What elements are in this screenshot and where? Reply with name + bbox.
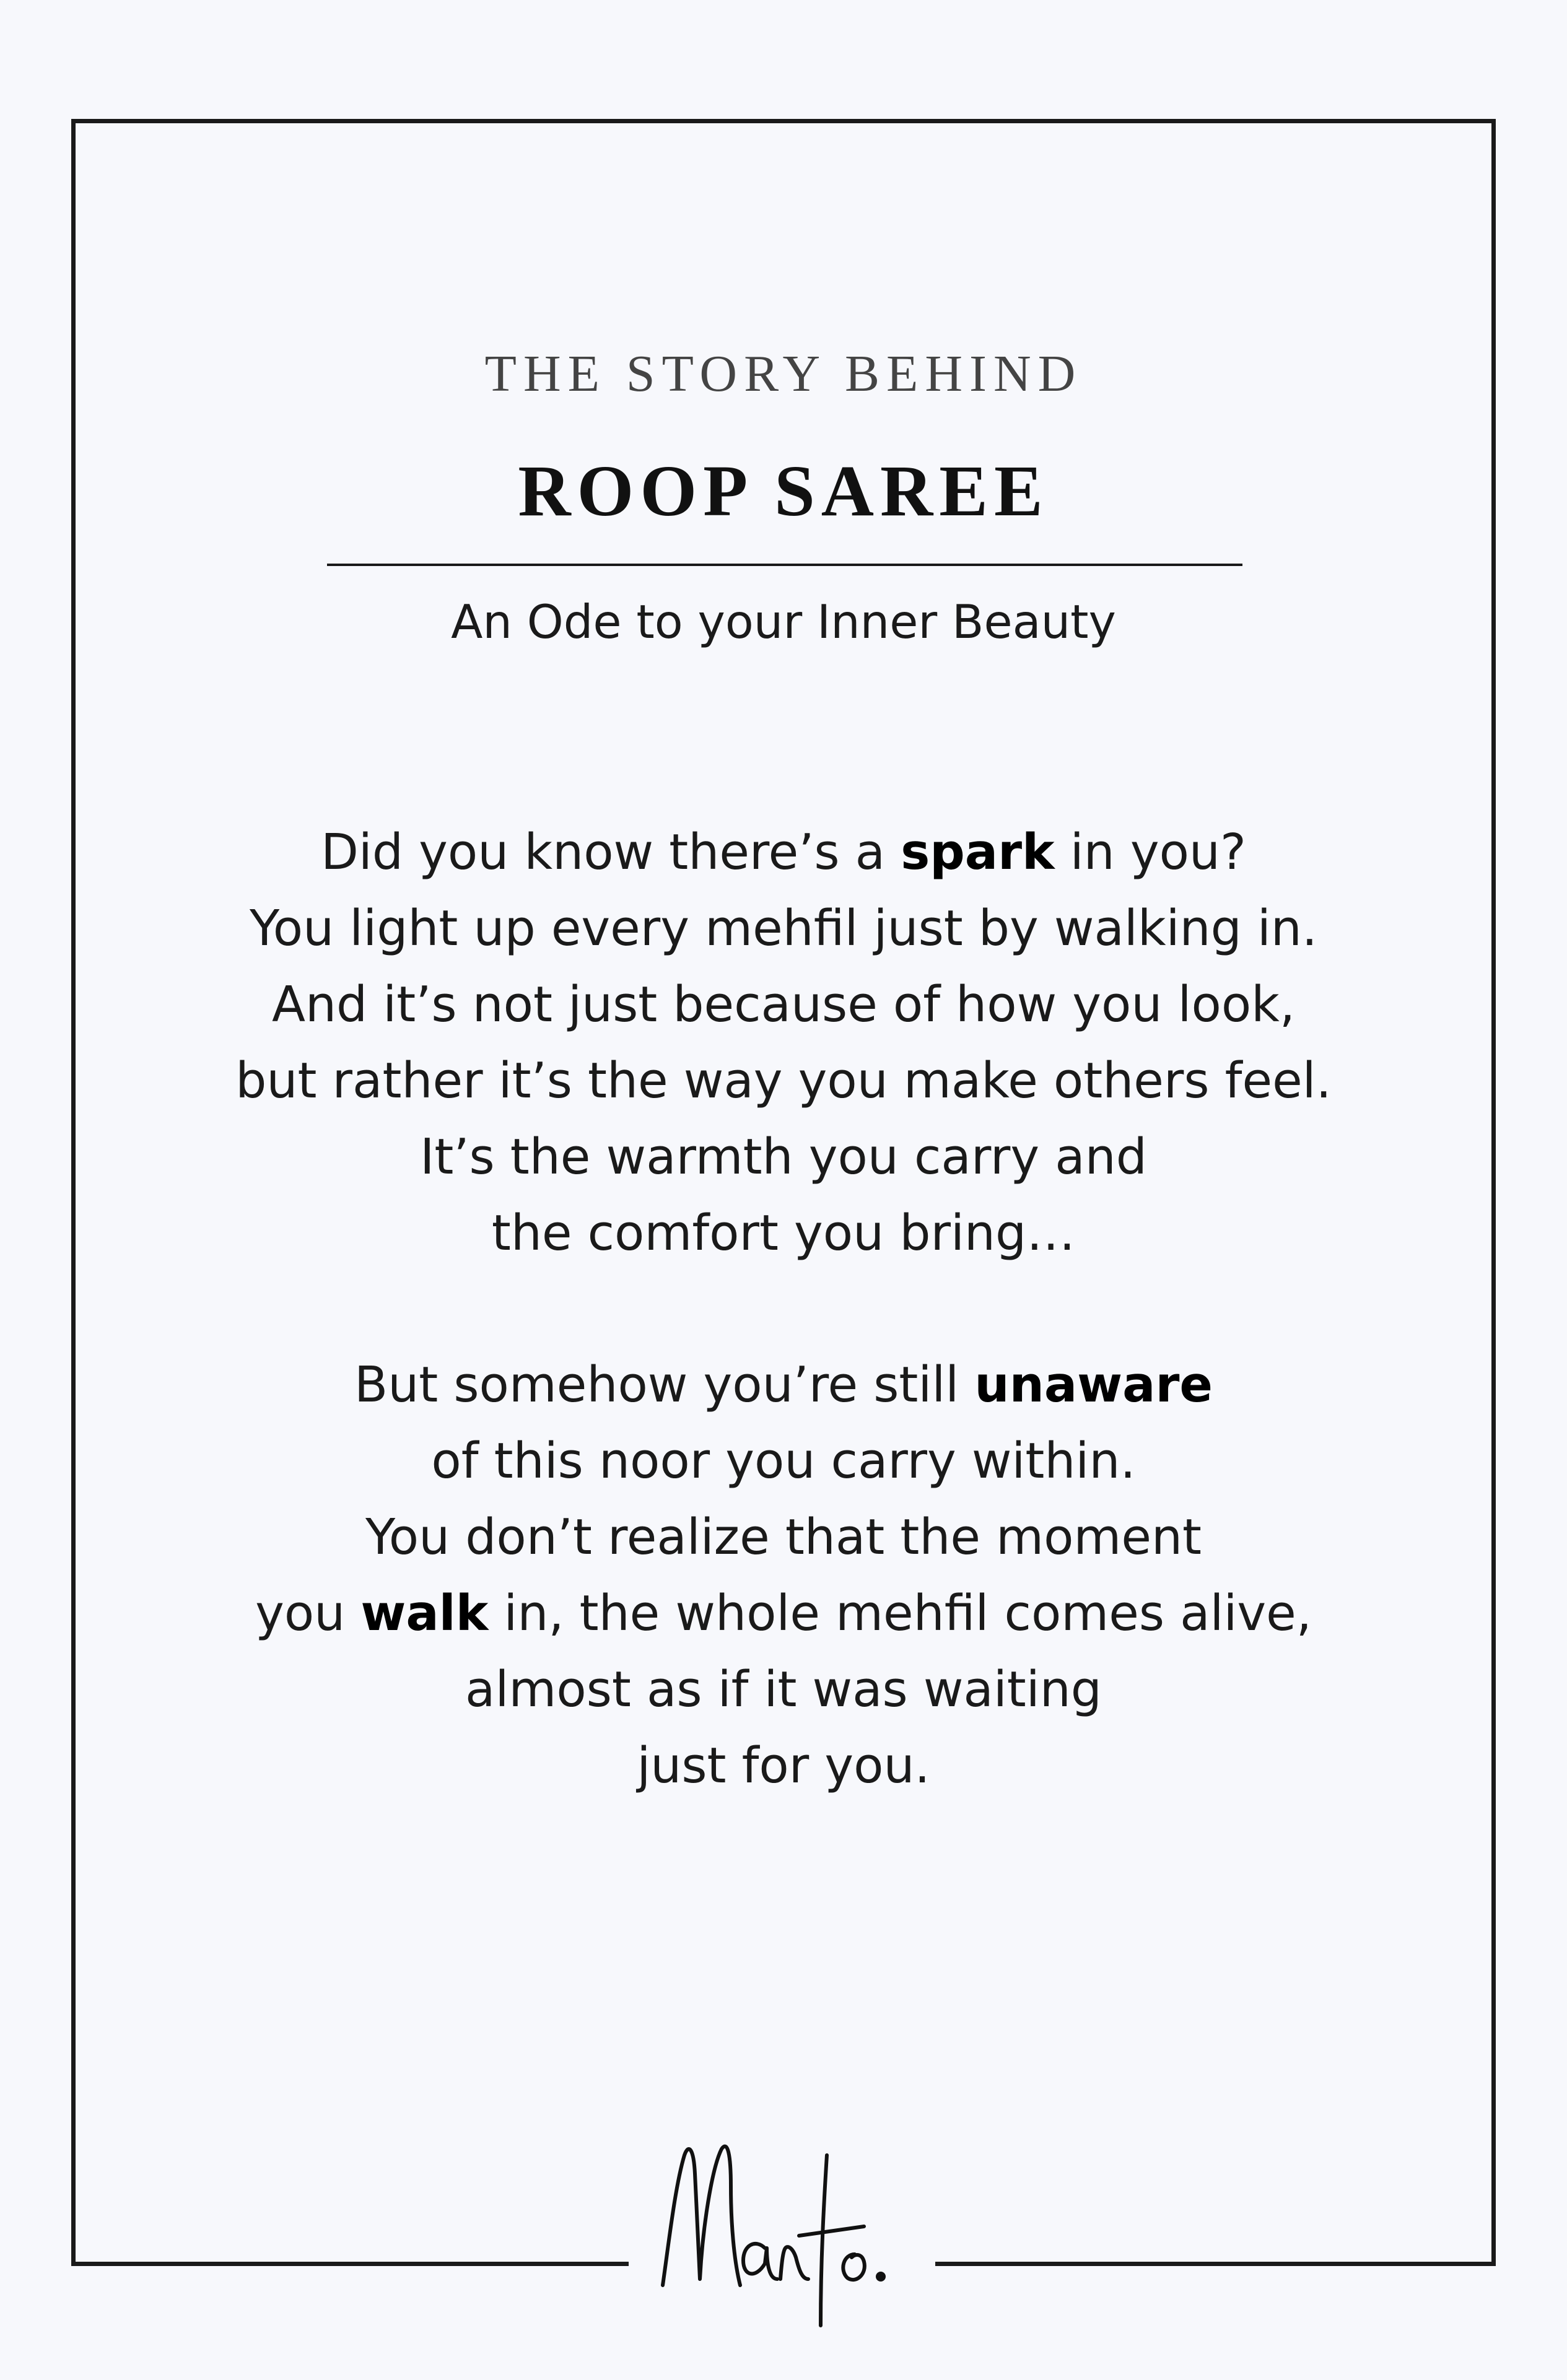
poem-stanza-1 — [0, 814, 1567, 1271]
emphasis-word: spark — [901, 824, 1055, 881]
border-bottom-right — [935, 2262, 1496, 2266]
title-divider — [327, 564, 1242, 566]
border-bottom-left — [71, 2262, 629, 2266]
signature-period — [876, 2272, 886, 2282]
poem-line: the comfort you bring… — [491, 1205, 1076, 1262]
poem-line: almost as if it was waiting — [465, 1661, 1102, 1718]
poem-line: You light up every mehfil just by walking in. — [250, 900, 1317, 957]
poem-line: of this noor you carry within. — [431, 1432, 1136, 1489]
page-title: ROOP SAREE — [518, 450, 1049, 531]
page-subtitle: An Ode to your Inner Beauty — [451, 595, 1116, 649]
poem-line: But somehow you’re still unaware — [354, 1356, 1213, 1413]
poem-line: just for you. — [637, 1737, 930, 1794]
emphasis-word: walk — [360, 1585, 489, 1642]
poem-line: you walk in, the whole mehfil comes alive, — [255, 1585, 1312, 1642]
poem-line: but rather it’s the way you make others feel. — [235, 1052, 1332, 1109]
poem-line: And it’s not just because of how you look, — [271, 976, 1296, 1033]
emphasis-word: unaware — [974, 1356, 1213, 1413]
eyebrow-heading: THE STORY BEHIND — [484, 345, 1083, 403]
poem-line: It’s the warmth you carry and — [420, 1128, 1147, 1185]
manto-signature-logo — [650, 2130, 923, 2335]
poem-line: You don’t realize that the moment — [365, 1509, 1202, 1566]
poem-stanza-2 — [0, 1347, 1567, 1804]
poem-line: Did you know there’s a spark in you? — [321, 824, 1246, 881]
